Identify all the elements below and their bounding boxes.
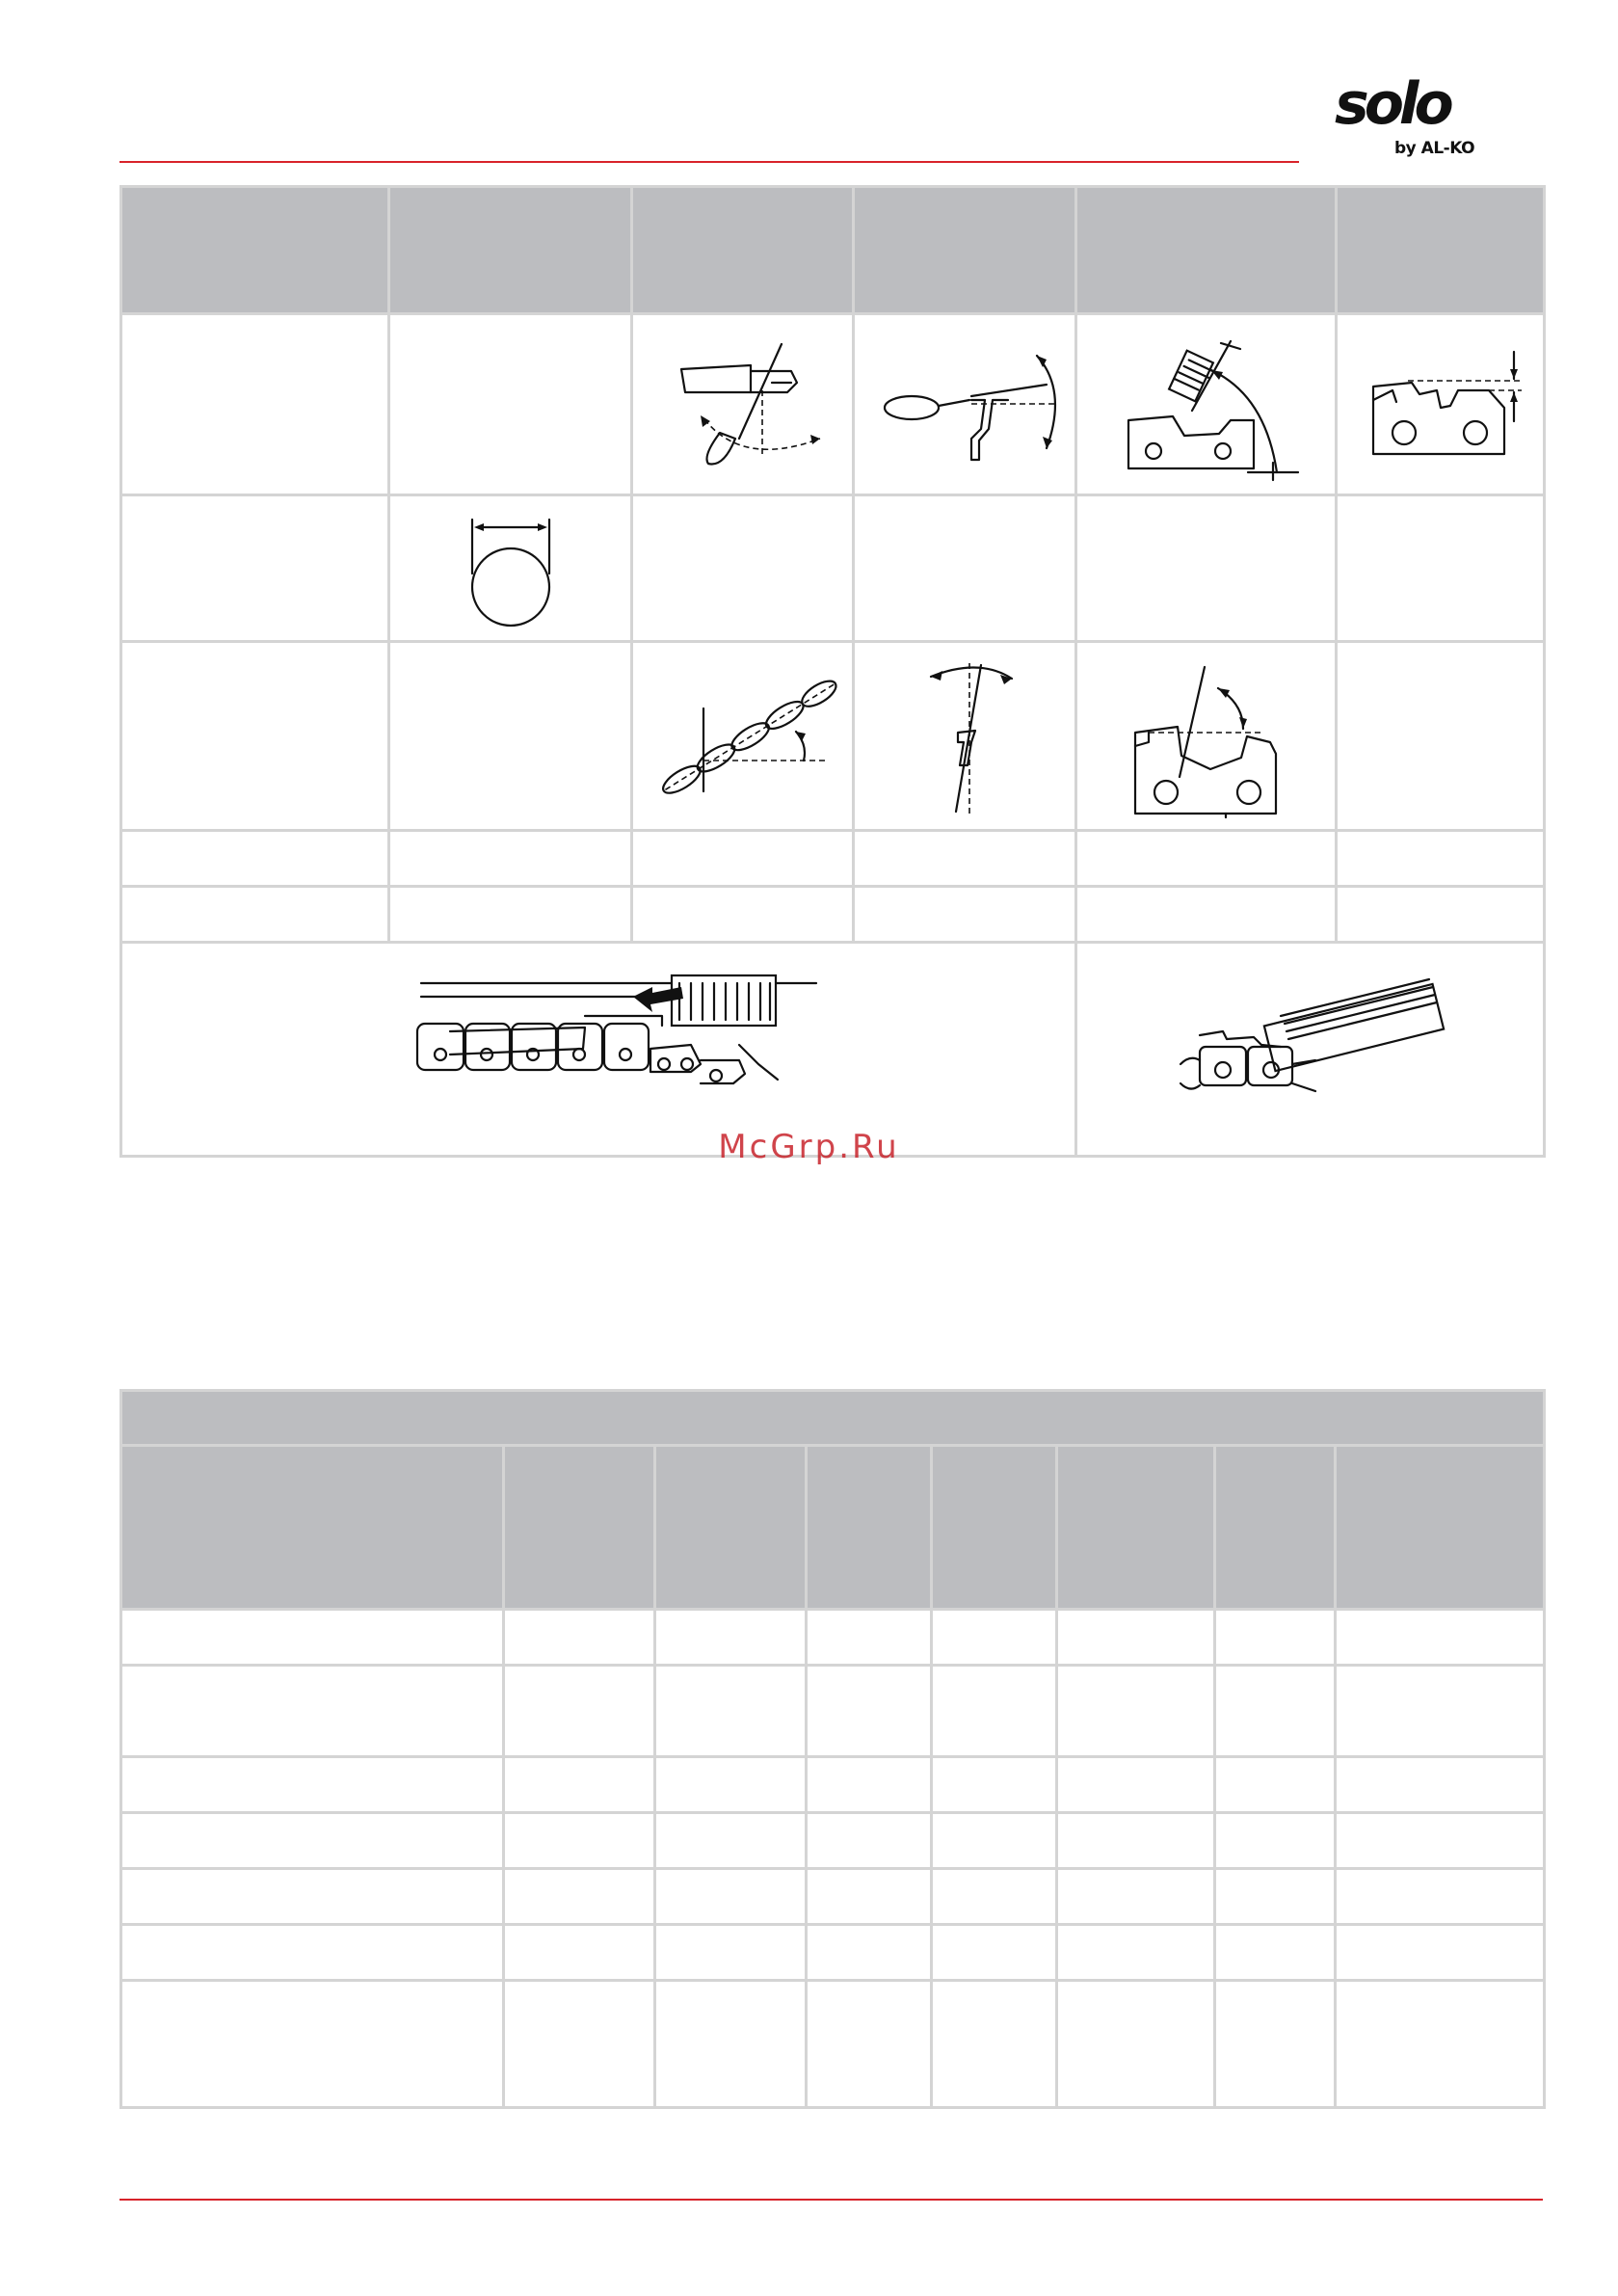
table-cell xyxy=(655,1813,807,1869)
header-cell xyxy=(121,187,389,314)
watermark: McGrp.Ru xyxy=(718,1128,900,1166)
table-cell xyxy=(807,1610,932,1666)
row-label-cell xyxy=(121,495,389,642)
table-cell xyxy=(389,887,632,943)
table-row xyxy=(121,1869,1545,1925)
table-row xyxy=(121,1813,1545,1869)
table-cell xyxy=(504,1666,655,1757)
table-cell xyxy=(1215,1925,1336,1981)
table-cell xyxy=(1057,1610,1215,1666)
header-cell xyxy=(807,1446,932,1610)
table-cell xyxy=(1076,887,1337,943)
sharpening-table xyxy=(119,185,1546,1158)
table-cell xyxy=(1215,1666,1336,1757)
table-cell xyxy=(854,314,1076,495)
table-cell xyxy=(504,1869,655,1925)
header-cell xyxy=(854,187,1076,314)
table-cell xyxy=(807,1757,932,1813)
table-cell xyxy=(1336,1757,1545,1813)
table-cell xyxy=(655,1610,807,1666)
table-cell xyxy=(932,1813,1057,1869)
table-row xyxy=(121,314,1545,495)
header-cell xyxy=(1215,1446,1336,1610)
table-cell xyxy=(807,1813,932,1869)
row-label-cell xyxy=(121,314,389,495)
table-cell xyxy=(632,314,854,495)
table-cell xyxy=(1337,642,1545,831)
row-label-cell xyxy=(121,1981,504,2108)
table-cell xyxy=(807,1925,932,1981)
illustration-cell xyxy=(121,943,1076,1157)
table-cell xyxy=(1215,1757,1336,1813)
header-cell xyxy=(121,1446,504,1610)
table-cell xyxy=(932,1981,1057,2108)
table-cell xyxy=(504,1757,655,1813)
table-cell xyxy=(932,1610,1057,1666)
table-cell xyxy=(932,1925,1057,1981)
row-label-cell xyxy=(121,1666,504,1757)
table-cell xyxy=(1057,1813,1215,1869)
table-cell xyxy=(1337,887,1545,943)
table-cell xyxy=(632,831,854,887)
table-cell xyxy=(1337,314,1545,495)
table-title-cell xyxy=(121,1391,1545,1446)
header-cell xyxy=(1076,187,1337,314)
chain-top-view-angle-icon xyxy=(642,654,844,818)
logo-solo: solo xyxy=(1335,70,1449,138)
table-cell xyxy=(632,642,854,831)
cutter-side-view-angle-icon xyxy=(1110,650,1303,823)
header-cell xyxy=(1337,187,1545,314)
header-cell xyxy=(932,1446,1057,1610)
illustration-cell xyxy=(1076,943,1545,1157)
table-cell xyxy=(389,314,632,495)
file-diameter-circle-icon xyxy=(453,506,569,631)
table-row xyxy=(121,943,1545,1157)
table-cell xyxy=(1336,1666,1545,1757)
specifications-table xyxy=(119,1389,1546,2109)
table-row xyxy=(121,495,1545,642)
row-label-cell xyxy=(121,1925,504,1981)
row-label-cell xyxy=(121,887,389,943)
table-cell xyxy=(632,887,854,943)
table-header-row xyxy=(121,187,1545,314)
table-cell xyxy=(932,1757,1057,1813)
table-row xyxy=(121,831,1545,887)
table-cell xyxy=(504,1925,655,1981)
table-row xyxy=(121,887,1545,943)
table-cell xyxy=(1215,1981,1336,2108)
brand-logo xyxy=(1335,70,1508,168)
header-cell xyxy=(632,187,854,314)
header-cell xyxy=(504,1446,655,1610)
table-cell xyxy=(1057,1869,1215,1925)
table-row xyxy=(121,642,1545,831)
table-cell xyxy=(807,1981,932,2108)
table-cell xyxy=(1337,495,1545,642)
table-cell xyxy=(504,1610,655,1666)
table-cell xyxy=(854,887,1076,943)
table-cell xyxy=(1076,495,1337,642)
table-cell xyxy=(1057,1981,1215,2108)
table-cell xyxy=(1057,1757,1215,1813)
header-cell xyxy=(655,1446,807,1610)
footer-rule xyxy=(119,2199,1543,2201)
header-cell xyxy=(1057,1446,1215,1610)
table-cell xyxy=(1076,314,1337,495)
file-holder-side-angle-icon xyxy=(863,333,1066,477)
table-cell xyxy=(854,831,1076,887)
table-row xyxy=(121,1610,1545,1666)
table-cell xyxy=(1057,1925,1215,1981)
row-label-cell xyxy=(121,642,389,831)
table-cell xyxy=(389,831,632,887)
table-cell xyxy=(1336,1869,1545,1925)
table-cell xyxy=(1076,831,1337,887)
row-label-cell xyxy=(121,1757,504,1813)
table-row xyxy=(121,1757,1545,1813)
table-row xyxy=(121,1981,1545,2108)
depth-gauge-height-icon xyxy=(1344,333,1537,477)
table-cell xyxy=(1215,1610,1336,1666)
chain-vertical-tilt-icon xyxy=(892,650,1037,823)
depth-gauge-tool-on-chain-icon xyxy=(411,968,836,1132)
table-cell xyxy=(854,642,1076,831)
table-cell xyxy=(504,1981,655,2108)
table-cell xyxy=(1215,1813,1336,1869)
table-cell xyxy=(504,1813,655,1869)
table-cell xyxy=(1336,1925,1545,1981)
table-title-row xyxy=(121,1391,1545,1446)
logo-by-alko: by AL-KO xyxy=(1394,139,1475,158)
table-cell xyxy=(1076,642,1337,831)
depth-gauge-filing-icon xyxy=(1161,977,1460,1122)
table-cell xyxy=(932,1869,1057,1925)
table-cell xyxy=(632,495,854,642)
table-cell xyxy=(854,495,1076,642)
row-label-cell xyxy=(121,831,389,887)
table-cell xyxy=(389,642,632,831)
table-cell xyxy=(1215,1869,1336,1925)
table-cell xyxy=(655,1981,807,2108)
table-cell xyxy=(389,495,632,642)
table-cell xyxy=(1337,831,1545,887)
table-header-row xyxy=(121,1446,1545,1610)
row-label-cell xyxy=(121,1813,504,1869)
table-cell xyxy=(932,1666,1057,1757)
table-cell xyxy=(1057,1666,1215,1757)
table-cell xyxy=(655,1666,807,1757)
table-cell xyxy=(1336,1813,1545,1869)
cutter-side-plate-angle-icon xyxy=(1096,328,1317,482)
table-cell xyxy=(807,1666,932,1757)
table-row xyxy=(121,1666,1545,1757)
row-label-cell xyxy=(121,1610,504,1666)
header-rule xyxy=(119,161,1299,163)
table-cell xyxy=(655,1757,807,1813)
header-cell xyxy=(1336,1446,1545,1610)
table-cell xyxy=(1336,1981,1545,2108)
table-cell xyxy=(807,1869,932,1925)
table-cell xyxy=(1336,1610,1545,1666)
table-row xyxy=(121,1925,1545,1981)
table-cell xyxy=(655,1869,807,1925)
header-cell xyxy=(389,187,632,314)
row-label-cell xyxy=(121,1869,504,1925)
table-cell xyxy=(655,1925,807,1981)
file-top-plate-angle-icon xyxy=(647,333,839,477)
